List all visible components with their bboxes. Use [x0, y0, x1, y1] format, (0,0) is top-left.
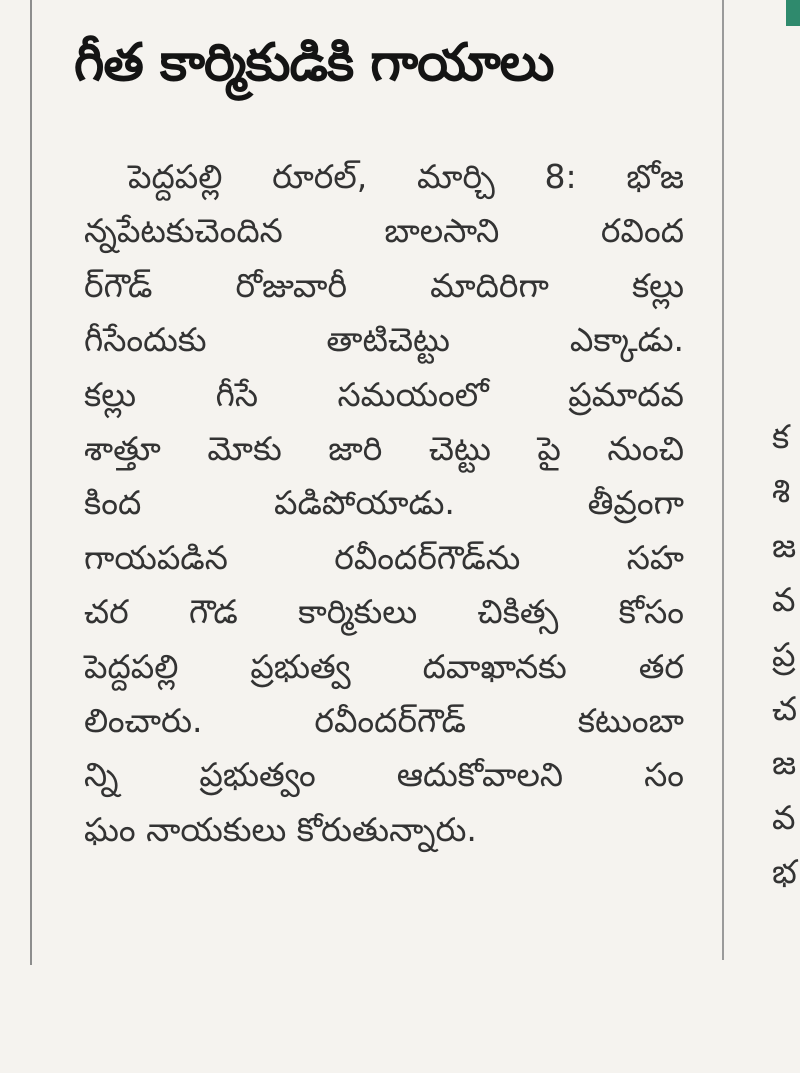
article-body [84, 150, 684, 857]
article-line: కింద పడిపోయాడు. తీవ్రంగా [84, 483, 684, 523]
left-column-rule [30, 0, 32, 965]
article-line: కల్లు గీసే సమయంలో ప్రమాదవ [84, 374, 684, 414]
article-line: గాయపడిన రవీందర్‌గౌడ్‌ను సహ [84, 537, 684, 577]
adjacent-line-start: చ [772, 688, 798, 728]
headline: గీత కార్మికుడికి గాయాలు [74, 33, 554, 93]
article-line: ర్‌గౌడ్ రోజువారీ మాదిరిగా కల్లు [84, 265, 684, 305]
article-line: శాత్తూ మోకు జారి చెట్టు పై నుంచి [84, 428, 684, 468]
article-line: పెద్దపల్లి రూరల్, మార్చి 8: భోజ [128, 157, 684, 196]
adjacent-line-start: క [772, 417, 790, 456]
adjacent-line-start: జ [772, 525, 797, 565]
adjacent-line-start: వ [772, 797, 796, 837]
adjacent-line-start: వ [772, 580, 796, 620]
article-line: గీసేందుకు తాటిచెట్టు ఎక్కాడు. [84, 320, 684, 360]
right-column-rule [722, 0, 724, 960]
adjacent-line-start: భ [772, 852, 797, 892]
adjacent-column-fragment [772, 410, 800, 900]
adjacent-line-start: శి [772, 471, 791, 511]
article-line: ఘం నాయకులు కోరుతున్నారు. [84, 809, 477, 849]
adjacent-line-start: జ [772, 743, 797, 783]
article-line: న్ని ప్రభుత్వం ఆదుకోవాలని సం [84, 755, 684, 795]
adjacent-green-box [786, 0, 800, 26]
article-line: న్నపేటకుచెందిన బాలసాని రవింద [84, 211, 684, 251]
article-line: లించారు. రవీందర్‌గౌడ్ కటుంబా [84, 700, 684, 740]
article-line: పెద్దపల్లి ప్రభుత్వ దవాఖానకు తర [84, 646, 684, 686]
article-line: చర గౌడ కార్మికులు చికిత్స కోసం [84, 592, 684, 632]
adjacent-line-start: ప్ర [772, 634, 796, 674]
